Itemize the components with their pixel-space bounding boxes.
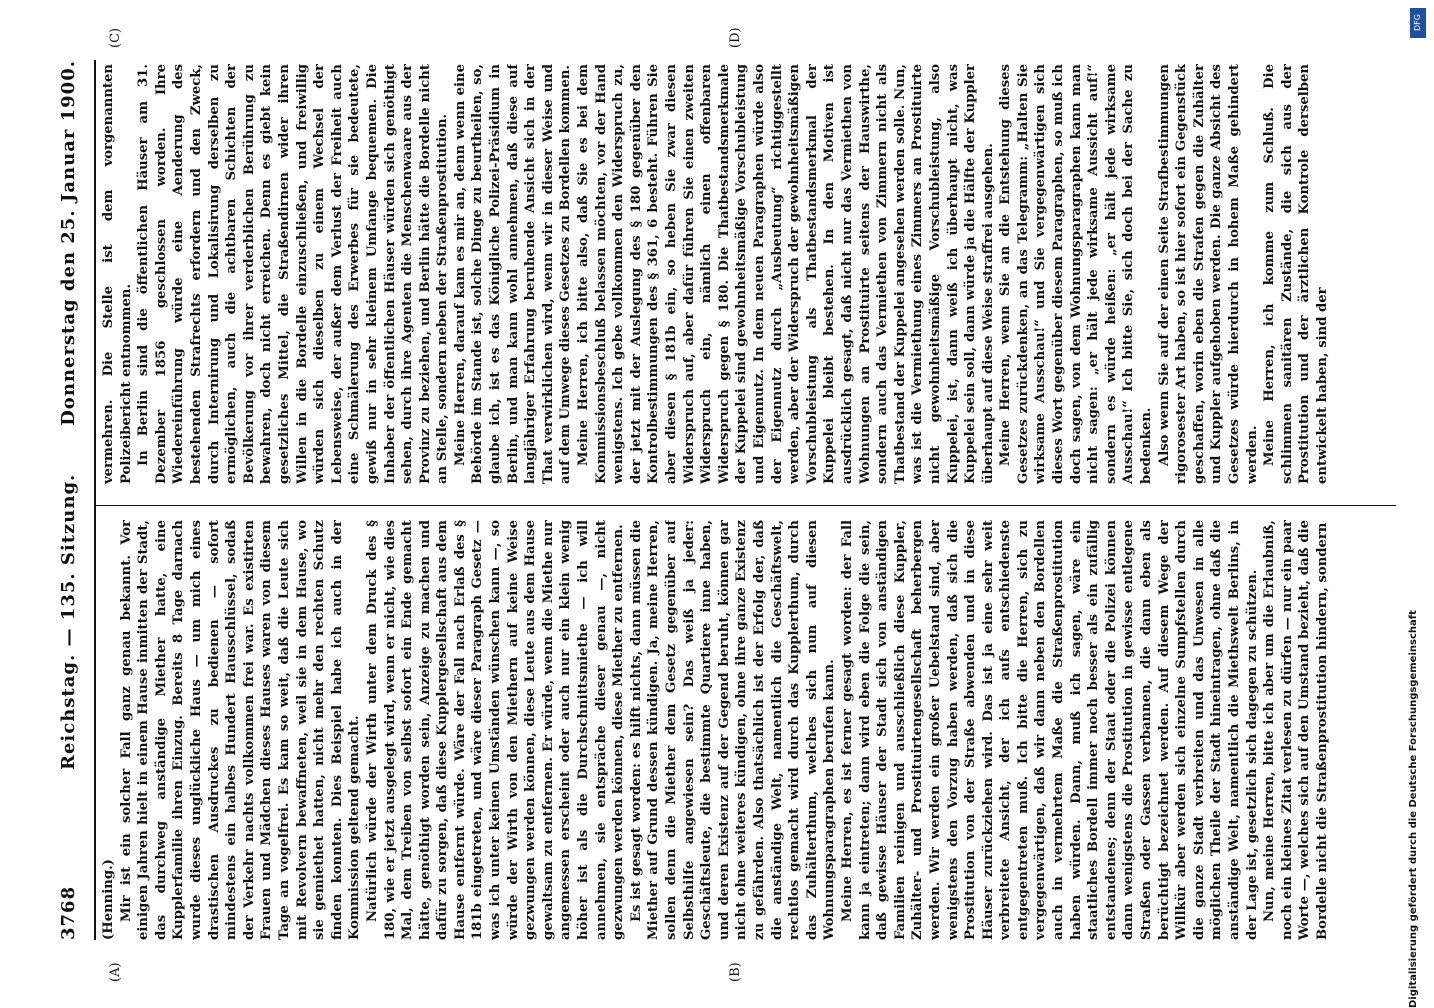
page-header: [52, 60, 86, 940]
paragraph: Meine Herren, ich bitte also, daß Sie es bei dem Kommissionsbeschluß belassen möchten, vor der Hand wenigstens. Ich gebe vollkommen den Widerspruch zu, der jetzt mit der Auslegung des § 180 gegenüber den Kontrolbestimmungen des § 361, 6 besteht. Führen Sie aber diesen § 181b ein, so heben Sie zwar diesen Widerspruch auf, aber dafür führen Sie einen zweiten Widerspruch ein, nämlich einen offenbaren Widerspruch gegen § 180. Die Thatbestandsmerkmale der Kuppelei sind gewohnheitsmäßige Vorschubleistung und Eigennutz. In dem neuen Paragraphen würde also der Eigennutz durch „Ausbeutung“ richtiggestellt werden, aber der Widerspruch der gewohnheitsmäßigen Vorschubleistung als Thatbestandsmerkmal der Kuppelei bleibt bestehen. In den Motiven ist ausdrücklich gesagt, daß nicht nur das Vermiethen von Wohnungen an Prostituirte seitens der Hauswirthe, sondern auch das Vermiethen von Zimmern nicht als Thatbestand der Kuppelei angesehen werden solle. Nun, was ist die Vermiethung eines Zimmers an Prostituirte nicht gewohnheitsmäßige Vorschubleistung, also Kuppelei, ist, dann weiß ich überhaupt nicht, was Kuppelei sein soll, dann würde ja die Hälfte der Kuppler überhaupt auf diese Weise straffrei ausgehen.: [576, 64, 996, 484]
dfg-logo: DFG: [1410, 8, 1426, 38]
paragraph: Meine Herren, es ist ferner gesagt worden: der Fall kann ja eintreten; dann wird eben die Folge die sein, daß gewisse Häuser der Stadt sich von anständigen Familien reinigen und ausschließlich diese Kuppler, Zuhälter- und Prostituirtengesellschaft beherbergen werden. Wir werden ein großer Uebelstand sind, aber wenigstens den Vorzug haben werden, daß sich die Prostitution von der Straße abwenden und in diese Häuser zurückziehen wird. Das ist ja eine sehr weit verbreitete Ansicht, der ich aufs entschiedenste entgegentreten muß. Ich bitte die Herren, sich zu vergegenwärtigen, daß wir dann neben den Bordellen auch in vermehrtem Maße die Straßenprostitution haben würden. Dann, muß ich sagen, wäre ein staatliches Bordell immer noch besser als ein zufällig entstandenes; denn der Staat oder die Polizei können dann wenigstens die Prostitution in gewisse entlegene Straßen oder Gassen verbannen, die dann eben als berüchtigt bezeichnet werden. Auf diesem Wege der Willkür aber werden sich einzelne Sumpfstellen durch die ganze Stadt verbreiten und das Unwesen in alle möglichen Theile der Stadt hineintragen, ohne daß die anständige Welt, namentlich die Miethswelt Berlins, in der Lage ist, gesetzlich sich dagegen zu schützen.: [839, 520, 1260, 940]
margin-marker-d: (D): [728, 27, 743, 48]
left-column: [100, 520, 1400, 940]
page-title: Reichstag. — 135. Sitzung.: [58, 473, 79, 770]
quoted-report: In Berlin sind die öffentlichen Häuser am 31. Dezember 1856 geschlossen worden. Ihre Wiedereinführung würde eine Aenderung des bestehenden Strafrechts erfordern und den Zweck, durch Internirung und Lokalisirung derselben zu ermöglichen, auch die achtbaren Schichten der Bevölkerung vor ihrer verderblichen Berührung zu bewahren, doch nicht erreichen. Denn es giebt kein gesetzliches Mittel, die Straßendirnen wider ihren Willen in die Bordelle einzuschließen, und freiwillig würden sich dieselben zu einem Wechsel der Lebensweise, der außer dem Verlust der Freiheit auch eine Schmälerung des Erwerbes für sie bedeutete, gewiß nur in sehr kleinem Umfange bequemen. Die Inhaber der öffentlichen Häuser würden sich genöthigt sehen, durch ihre Agenten die Menschenwaare aus der Provinz zu beziehen, und Berlin hätte die Bordelle nicht an Stelle, sondern neben der Straßenprostitution.: [136, 64, 451, 484]
paragraph: Es ist gesagt worden: es hilft nichts, dann müssen die Miether auf Grund dessen kündigen. Ja, meine Herren, sollen denn die Miether dem Gesetz gegenüber auf Selbsthilfe angewiesen sein? Das weiß ja jeder: Geschäftsleute, die bestimmte Quartiere inne haben, und deren Existenz auf der Gegend beruht, können gar nicht ohne weiteres kündigen, ohne ihre ganze Existenz zu gefährden. Also thatsächlich ist der Erfolg der, daß die anständige Welt, namentlich die Geschäftswelt, rechtlos gemacht wird durch das Kupplerthum, durch das Zuhälterthum, welches sich nun auf diesen Wohnungsparagraphen berufen kann.: [628, 520, 838, 940]
column-divider: [96, 505, 1396, 506]
paragraph: Meine Herren, wenn Sie an die Entstehung dieses Gesetzes zurückdenken, an das Telegramm: „Halten Sie wirksame Ausschau!“ und Sie vergegenwärtigen sich dieses Wort gegenüber diesem Paragraphen, so muß ich doch sagen, von dem Wohnungsparagraphen kann man nicht sagen: „er hält jede wirksame Aussicht auf!“ sondern es würde heißen: „er hält jede wirksame Ausschau!“ Ich bitte Sie, sich doch bei der Sache zu bedenken.: [998, 64, 1155, 484]
paragraph: Meine Herren, darauf kam es mir an, denn wenn eine Behörde im Stande ist, solche Dinge zu beurtheilen, so, glaube ich, ist es das Königliche Polizei-Präsidium in Berlin, und man kann wohl annehmen, daß diese auf langjähriger Erfahrung beruhende Ansicht sich in der That verwirklichen wird, wenn wir in dieser Weise und auf dem Umwege dieses Gesetzes zu Bordellen kommen.: [452, 64, 574, 484]
paragraph: Also wenn Sie auf der einen Seite Strafbestimmungen rigorosester Art haben, so ist hier sofort ein Gegenstück geschaffen, worin eben die Strafen gegen die Zuhälter und Kuppler aufgehoben werden. Die ganze Absicht des Gesetzes würde hierdurch in hohem Maße gehindert werden.: [1156, 64, 1260, 484]
session-date: Donnerstag den 25. Januar 1900.: [58, 60, 79, 426]
credit-text: Digitalisierung gefördert durch die Deutsche Forschungsgemeinschaft: [1408, 610, 1419, 1008]
paragraph: vermehren. Die Stelle ist dem vorgenannten Polizeibericht entnommen.: [101, 64, 134, 484]
paragraph: Natürlich würde der Wirth unter dem Druck des § 180, wie er jetzt ausgelegt wird, wenn er nicht, wie dies Mal, dem Treiben von selbst sofort ein Ende gemacht hätte, genöthigt worden sein, Anzeige zu machen und dafür zu sorgen, daß diese Kupplergesellschaft aus dem Hause entfernt würde. Wäre der Fall nach Erlaß des § 181b eingetreten, und wäre dieser Paragraph Gesetz — was ich unter keinen Umständen wünschen kann —, so würde der Wirth von den Miethern auf keine Weise gezwungen werden können, diese Leute aus dem Hause gewaltsam zu entfernen. Er würde, wenn die Miethe nur angemessen erscheint oder auch nur ein klein wenig höher ist als die Durchschnittsmiethe — ich will annehmen, sie entspräche dieser genau —, nicht gezwungen werden können, diese Miether zu entfernen.: [364, 520, 627, 940]
digitization-credit: [1408, 8, 1428, 1008]
paragraph: Meine Herren, ich komme zum Schluß. Die schlimmen sanitären Zustände, die sich aus der Prostitution und der ärztlichen Kontrole derselben entwickelt haben, sind der: [1262, 64, 1330, 484]
paragraph: Mir ist ein solcher Fall ganz genau bekannt. Vor einigen Jahren hielt in einem Hause inmitten der Stadt, das durchweg anständige Miether hatte, eine Kupplerfamilie ihren Einzug. Bereits 8 Tage darnach wurde dieses unglückliche Haus — um mich eines drastischen Ausdruckes zu bedienen — sofort mindestens ein halbes Hundert Hausschlüssel, sodaß der Verkehr nachts vollkommen frei war. Es existirten Frauen und Mädchen dieses Hauses waren von diesem Tage an vogelfrei. Es kam so weit, daß die Leute sich mit Revolvern bewaffneten, weil sie in dem Hause, wo sie gemiethet hatten, nicht mehr den rechten Schutz finden konnten. Dies Beispiel habe ich auch in der Kommission geltend gemacht.: [118, 520, 363, 940]
paragraph: Nun, meine Herren, bitte ich aber um die Erlaubniß, noch ein kleines Zitat verlesen zu dürfen — nur ein paar Worte —, welches sich auf den Umstand bezieht, daß die Bordelle nicht die Straßenprostitution hindern, sondern: [1262, 520, 1330, 940]
right-column: [100, 64, 1400, 484]
speaker-name: (Henning.): [101, 859, 116, 940]
header-rule: [94, 60, 96, 940]
margin-marker-b: (B): [728, 962, 743, 982]
margin-marker-c: (C): [108, 27, 123, 48]
margin-marker-a: (A): [108, 962, 123, 982]
page-number: 3768: [58, 885, 79, 940]
